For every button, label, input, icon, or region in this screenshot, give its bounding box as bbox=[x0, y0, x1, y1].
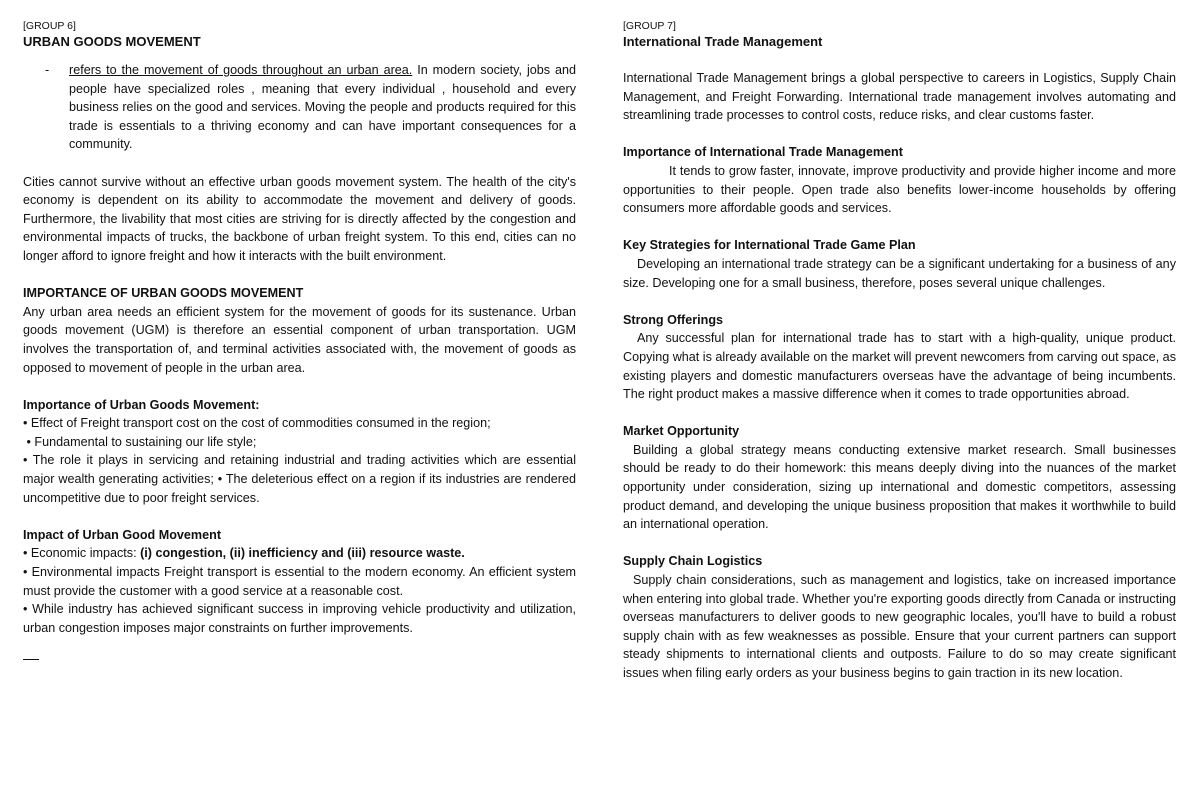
definition-underlined: refers to the movement of goods throughout an urban area. bbox=[69, 63, 413, 77]
group-label: [GROUP 7] bbox=[623, 20, 676, 32]
offerings-paragraph: Any successful plan for international trade has to start with a high-quality, unique product. Copying what is already available on the market will prevent newcomers from carving out space, as existing players and domestic manufacturers overseas have the advantage of being incumbents. The right product makes a massive difference when it comes to trade opportunities abroad. bbox=[623, 331, 1176, 402]
strategies-heading: Key Strategies for International Trade Game Plan bbox=[623, 238, 916, 253]
importance-heading: IMPORTANCE OF URBAN GOODS MOVEMENT bbox=[23, 286, 304, 301]
supply-paragraph: Supply chain considerations, such as management and logistics, take on increased importance when entering into global trade. Whether you're exporting goods directly from Canada or instructing overseas manufacturers to deliver goods to new geographic locales, you'll have to build a robust supply chain with as few weaknesses as possible. Ensure that your current partners can support steady shipments to international clients and outposts. Failure to do so may create significant issues when filing early orders as your business begins to gain traction in its new location. bbox=[623, 573, 1176, 680]
importance-list-heading: Importance of Urban Goods Movement: bbox=[23, 397, 260, 412]
importance-bullet: • Effect of Freight transport cost on the cost of commodities consumed in the region; bbox=[23, 416, 491, 431]
definition-text: In modern society, jobs and people have specialized roles , meaning that every individual , household and every business relies on the good and services. Moving the people and products required for this trade is essentials to a thriving economy and can have important consequences for a community. bbox=[69, 63, 577, 152]
impact-environmental: • Environmental impacts Freight transport is essential to the modern economy. An efficient system must provide the customer with a good service at a reasonable cost. bbox=[23, 565, 576, 598]
section-title: URBAN GOODS MOVEMENT bbox=[23, 34, 201, 49]
impact-economic-prefix: • Economic impacts: bbox=[23, 546, 141, 561]
impact-industry: • While industry has achieved significant success in improving vehicle productivity and utilization, urban congestion imposes major constraints on further improvements. bbox=[23, 602, 576, 635]
group-label: [GROUP 6] bbox=[23, 20, 76, 32]
importance-heading: Importance of International Trade Management bbox=[623, 145, 903, 160]
intro-paragraph: International Trade Management brings a global perspective to careers in Logistics, Supply Chain Management, and Freight Forwarding. International trade management involves automating and streamlining trade processes to control costs, reduce risks, and clear customs faster. bbox=[623, 71, 1176, 123]
left-column bbox=[23, 19, 576, 660]
impact-economic-bold: (i) congestion, (ii) inefficiency and (iii) resource waste. bbox=[140, 546, 465, 561]
strategies-paragraph: Developing an international trade strategy can be a significant undertaking for a business of any size. Developing one for a small business, therefore, poses several unique challenges. bbox=[623, 256, 1176, 290]
impact-economic bbox=[23, 544, 576, 563]
urban-intro-paragraph: Cities cannot survive without an effective urban goods movement system. The health of the city's economy is dependent on its ability to accommodate the movement and delivery of goods. Furthermore, the livability that most cities are striving for is directly affected by the congestion and environmental impacts of trucks, the backbone of urban freight system. To this end, cities can no longer afford to ignore freight and how it interacts with the built environment. bbox=[23, 174, 576, 263]
impact-heading: Impact of Urban Good Movement bbox=[23, 527, 222, 542]
market-heading: Market Opportunity bbox=[623, 424, 740, 439]
offerings-heading: Strong Offerings bbox=[623, 312, 724, 327]
importance-bullet: • Fundamental to sustaining our life style; bbox=[23, 434, 257, 449]
importance-bullet: • The role it plays in servicing and retaining industrial and trading activities which are essential major wealth generating activities; • The deleterious effect on a region if its industries are rendered uncompetitive due to poor freight services. bbox=[23, 453, 576, 505]
market-paragraph: Building a global strategy means conducting extensive market research. Small businesses should be ready to do their homework: this means deeply diving into the nuances of the market opportunity under consideration, sizing up international and domestic competitors, assessing product demand, and developing the unique business proposition that makes it worthwhile to build an international operation. bbox=[623, 442, 1176, 532]
importance-paragraph: Any urban area needs an efficient system for the movement of goods for its sustenance. Urban goods movement (UGM) is therefore an essential component of urban transportation. UGM involves the transportation of, and terminal activities associated with, the movement of goods as opposed to movement of people in the urban area. bbox=[23, 304, 576, 375]
section-title: International Trade Management bbox=[623, 34, 823, 49]
importance-paragraph: It tends to grow faster, innovate, improve productivity and provide higher income and more opportunities to their people. Open trade also benefits lower-income households by offering consumers more affordable goods and services. bbox=[623, 163, 1176, 216]
right-column bbox=[623, 19, 1176, 683]
supply-heading: Supply Chain Logistics bbox=[623, 554, 763, 569]
divider bbox=[23, 659, 39, 660]
definition-item bbox=[23, 61, 576, 154]
dash-marker: - bbox=[45, 63, 50, 77]
